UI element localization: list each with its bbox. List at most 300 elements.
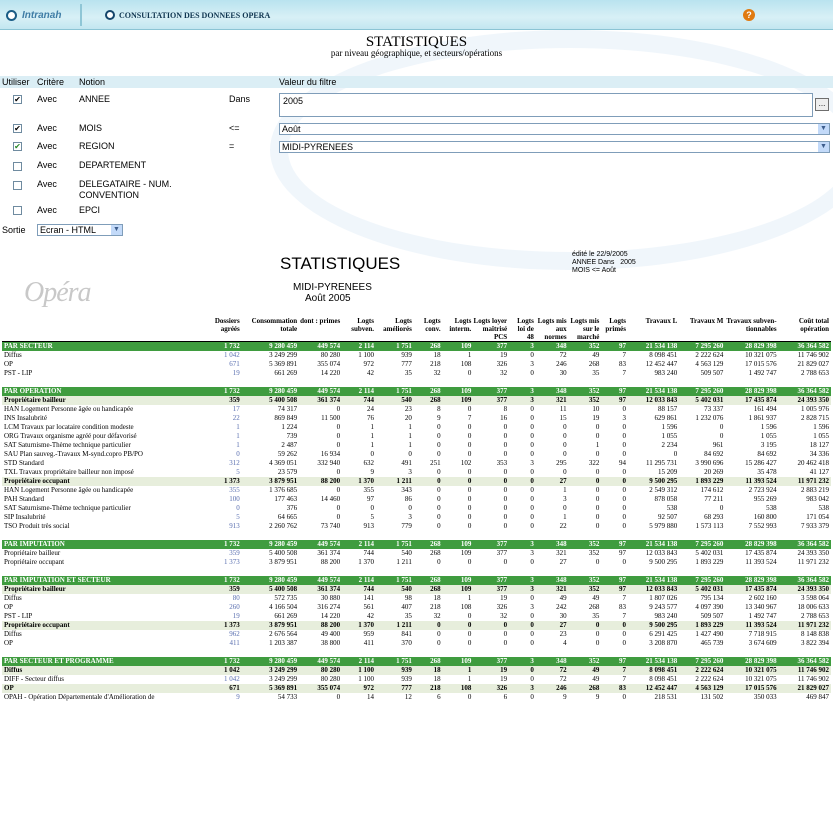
- table-cell: 0: [467, 504, 472, 512]
- table-cell: 160 800: [753, 513, 777, 521]
- table-cell: 2 114: [342, 657, 376, 666]
- table-cell: 1: [563, 513, 567, 521]
- table-cell: 3 208 870: [649, 639, 678, 647]
- table-cell: 0: [595, 432, 600, 440]
- table-cell: 1: [467, 351, 472, 359]
- table-cell: 0: [467, 630, 472, 638]
- table-cell: 632: [363, 459, 374, 467]
- table-cell: 32: [500, 369, 508, 377]
- section-header-row: [2, 387, 831, 396]
- table-cell: 4 369 051: [269, 459, 298, 467]
- sortie-select[interactable]: [37, 224, 123, 236]
- table-cell: 352: [569, 585, 602, 594]
- table-cell: 0: [437, 630, 441, 638]
- table-cell: 32: [433, 612, 441, 620]
- subtotal-row: [2, 585, 831, 594]
- column-header: [2, 317, 207, 342]
- table-cell: 540: [401, 549, 412, 557]
- table-cell: 268: [414, 396, 443, 405]
- table-row: [2, 522, 831, 531]
- table-cell: 348: [536, 540, 569, 549]
- table-cell: 348: [536, 342, 569, 352]
- row-label: SAU Plan sauveg.-Travaux M-synd.copro PB/PO: [4, 450, 143, 458]
- table-cell: 27: [559, 558, 567, 566]
- sortie-value: Ecran - HTML: [40, 225, 97, 235]
- table-cell: 1 055: [661, 432, 678, 440]
- table-cell: 0: [530, 558, 534, 566]
- table-cell: 1 055: [760, 432, 777, 440]
- table-cell: 0: [467, 468, 472, 476]
- table-cell: 361 374: [317, 549, 341, 557]
- table-cell: 0: [595, 486, 600, 494]
- row-label: ORG Travaux organisme agréé pour défavorisé: [4, 432, 137, 440]
- table-cell: 0: [443, 477, 474, 486]
- value-input-annee[interactable]: 2005: [279, 93, 813, 117]
- table-cell: 1 055: [813, 432, 829, 440]
- brand-name: Intranah: [22, 9, 62, 21]
- table-cell: 0: [595, 423, 600, 431]
- table-cell: 1 211: [376, 477, 414, 486]
- table-cell: 0: [719, 432, 724, 440]
- table-cell: 0: [530, 639, 534, 647]
- table-cell: 77 211: [704, 495, 724, 503]
- table-cell: 268: [569, 684, 602, 693]
- column-header: Logts loyer maîtrisé PCS: [473, 317, 508, 341]
- table-cell: 1 370: [358, 558, 374, 566]
- table-cell: 0: [336, 693, 341, 701]
- table-cell: 0: [563, 504, 567, 512]
- table-cell: 0: [622, 558, 627, 566]
- table-cell: 72: [559, 351, 567, 359]
- value-mois: Août: [282, 124, 301, 134]
- column-header: Logts interm.: [443, 317, 474, 342]
- table-cell: 449 574: [299, 657, 342, 666]
- table-cell: 0: [437, 486, 441, 494]
- browse-button[interactable]: ...: [815, 98, 829, 111]
- table-cell: 88 200: [320, 558, 341, 566]
- table-cell: 671: [229, 360, 240, 368]
- table-cell: 24 393 350: [797, 549, 829, 557]
- table-cell: 0: [595, 495, 600, 503]
- table-cell: 0: [467, 693, 472, 701]
- table-cell: 0: [437, 450, 441, 458]
- table-cell: 1 203 387: [269, 639, 298, 647]
- table-cell: 1: [236, 441, 240, 449]
- table-cell: 42: [366, 369, 374, 377]
- table-cell: 21 534 138: [628, 657, 679, 666]
- table-cell: 1 005 976: [801, 405, 829, 413]
- table-cell: 68 293: [704, 513, 724, 521]
- table-cell: 3: [408, 513, 412, 521]
- table-cell: 1 100: [358, 351, 374, 359]
- table-row: [2, 405, 831, 414]
- table-cell: 27: [536, 621, 569, 630]
- table-cell: 2 114: [342, 387, 376, 396]
- table-cell: 2 234: [661, 441, 678, 449]
- table-cell: 0: [622, 432, 627, 440]
- table-cell: 841: [401, 630, 412, 638]
- table-cell: 779: [401, 522, 412, 530]
- table-cell: 3 195: [760, 441, 777, 449]
- table-cell: 8 098 451: [628, 666, 679, 675]
- table-cell: 80: [232, 594, 240, 602]
- table-cell: 34 336: [809, 450, 829, 458]
- table-cell: 0: [622, 441, 627, 449]
- notion-departement: DEPARTEMENT: [79, 160, 147, 170]
- table-cell: 12 033 843: [628, 396, 679, 405]
- table-cell: 0: [473, 621, 509, 630]
- table-row: [2, 594, 831, 603]
- table-cell: 7: [622, 675, 627, 683]
- value-region: MIDI-PYRENEES: [282, 142, 354, 152]
- table-cell: 0: [467, 495, 472, 503]
- table-cell: 3: [509, 576, 536, 585]
- table-cell: 141: [363, 594, 374, 602]
- filter-row-delegataire: [0, 179, 833, 201]
- table-cell: 1: [408, 441, 412, 449]
- table-cell: 80 280: [320, 675, 341, 683]
- table-row: [2, 558, 831, 567]
- table-cell: 49: [559, 594, 567, 602]
- subtotal-row: [2, 684, 831, 693]
- table-cell: 36 364 582: [779, 576, 831, 585]
- table-cell: 16: [500, 414, 508, 422]
- column-header: Consommation totale: [242, 317, 299, 342]
- table-cell: 3 598 064: [801, 594, 829, 602]
- table-cell: 0: [530, 504, 534, 512]
- table-cell: 1 732: [207, 540, 242, 549]
- table-cell: 8 098 451: [649, 675, 678, 683]
- table-cell: 359: [229, 549, 240, 557]
- table-cell: 109: [443, 396, 474, 405]
- table-cell: 24: [366, 405, 374, 413]
- row-label: OPAH - Opération Départementale d'Amélioration de: [4, 693, 155, 701]
- table-cell: 17 435 874: [725, 585, 778, 594]
- col-notion: Notion: [79, 77, 106, 87]
- table-cell: 7: [622, 369, 627, 377]
- table-cell: 0: [503, 558, 508, 566]
- table-cell: 7 933 379: [801, 522, 829, 530]
- table-cell: 1 492 747: [748, 369, 777, 377]
- table-cell: 321: [536, 396, 569, 405]
- table-cell: 352: [588, 549, 600, 557]
- table-cell: 869 849: [274, 414, 298, 422]
- table-cell: 36 364 582: [779, 342, 831, 352]
- table-cell: 355 074: [317, 360, 341, 368]
- table-cell: 18: [433, 594, 441, 602]
- table-cell: 1 232 076: [695, 414, 724, 422]
- table-row: [2, 360, 831, 369]
- table-cell: 913: [363, 522, 374, 530]
- table-cell: 251: [430, 459, 441, 467]
- table-cell: 538: [766, 504, 777, 512]
- table-cell: 109: [460, 549, 472, 557]
- table-cell: 72: [536, 666, 569, 675]
- statistics-table: [2, 317, 831, 702]
- table-cell: 0: [530, 468, 534, 476]
- table-cell: 17 015 576: [745, 360, 777, 368]
- table-cell: 878 058: [654, 495, 678, 503]
- table-cell: 28 829 398: [725, 657, 778, 666]
- table-cell: 561: [363, 603, 374, 611]
- subtotal-row: [2, 396, 831, 405]
- table-cell: 1: [563, 486, 567, 494]
- table-cell: 11 500: [321, 414, 341, 422]
- table-cell: 1: [443, 666, 474, 675]
- table-cell: 5 400 508: [269, 549, 298, 557]
- table-cell: 9 500 295: [628, 477, 679, 486]
- table-cell: 361 374: [299, 396, 342, 405]
- table-cell: 9: [370, 468, 374, 476]
- table-cell: 9: [437, 414, 441, 422]
- table-cell: 100: [229, 495, 240, 503]
- table-cell: 36 364 582: [779, 540, 831, 549]
- table-cell: 3: [408, 468, 412, 476]
- table-cell: 49: [592, 351, 600, 359]
- table-cell: 1 596: [813, 423, 829, 431]
- table-cell: 21 829 027: [779, 684, 831, 693]
- table-cell: 1 100: [342, 666, 376, 675]
- table-cell: 80 280: [320, 351, 341, 359]
- table-cell: 0: [530, 414, 534, 422]
- table-cell: 0: [467, 558, 472, 566]
- use-checkbox-region[interactable]: ✔: [14, 142, 21, 151]
- table-cell: 1 224: [281, 423, 298, 431]
- table-cell: 322: [588, 459, 600, 467]
- table-cell: 629 861: [654, 414, 678, 422]
- table-cell: 3 879 951: [242, 621, 299, 630]
- nav-consultation-link[interactable]: [105, 10, 270, 20]
- table-cell: 260: [229, 603, 240, 611]
- table-cell: 6 291 425: [649, 630, 678, 638]
- row-label: HAN Logement Personne âgée ou handicapée: [4, 486, 134, 494]
- table-cell: 2 676 564: [269, 630, 298, 638]
- table-cell: 0: [530, 522, 534, 530]
- critere-region: Avec: [37, 141, 57, 151]
- table-cell: 321: [536, 585, 569, 594]
- notion-epci: EPCI: [79, 205, 101, 215]
- table-cell: 5 400 508: [242, 396, 299, 405]
- table-cell: 18: [433, 675, 441, 683]
- table-cell: 312: [229, 459, 240, 467]
- table-cell: 268: [414, 387, 443, 396]
- table-cell: 268: [414, 657, 443, 666]
- row-label: PAR SECTEUR: [2, 342, 207, 352]
- table-cell: 131 502: [700, 693, 724, 701]
- table-cell: 1: [370, 423, 374, 431]
- table-cell: 109: [443, 585, 474, 594]
- table-cell: 1: [370, 432, 374, 440]
- row-label: Diffus: [4, 594, 22, 602]
- table-cell: 73 740: [320, 522, 341, 530]
- table-cell: 0: [719, 504, 724, 512]
- table-row: [2, 423, 831, 432]
- table-cell: 109: [443, 342, 474, 352]
- row-label: PAH Standard: [4, 495, 44, 503]
- use-checkbox-annee[interactable]: ✔: [14, 95, 21, 104]
- table-cell: 3: [509, 396, 536, 405]
- table-cell: 326: [496, 360, 508, 368]
- table-cell: 1: [370, 441, 374, 449]
- table-cell: 109: [443, 657, 474, 666]
- table-cell: 744: [363, 549, 374, 557]
- table-cell: 97: [601, 387, 628, 396]
- table-cell: 30: [559, 369, 567, 377]
- table-cell: 4 563 129: [679, 684, 725, 693]
- value-select-mois[interactable]: [279, 123, 830, 135]
- use-checkbox-departement[interactable]: [13, 162, 22, 171]
- table-cell: 11: [559, 405, 567, 413]
- use-checkbox-epci[interactable]: [13, 206, 22, 215]
- table-cell: 1 373: [207, 621, 242, 630]
- table-cell: 8: [503, 405, 508, 413]
- table-cell: 0: [473, 477, 509, 486]
- table-cell: 370: [401, 639, 412, 647]
- table-cell: 0: [336, 513, 341, 521]
- table-cell: 97: [601, 396, 628, 405]
- table-cell: 3: [530, 549, 534, 557]
- table-cell: 177 463: [274, 495, 298, 503]
- brand-logo[interactable]: [6, 8, 61, 22]
- table-cell: 5 369 891: [269, 360, 298, 368]
- row-label: PAR IMPUTATION: [2, 540, 207, 549]
- table-cell: 0: [595, 630, 600, 638]
- table-cell: 939: [401, 675, 412, 683]
- table-cell: 22: [559, 522, 567, 530]
- table-cell: 21 829 027: [797, 360, 829, 368]
- table-cell: 295: [556, 459, 567, 467]
- table-cell: 316 274: [317, 603, 341, 611]
- table-cell: 218: [430, 360, 441, 368]
- table-cell: 15: [559, 414, 567, 422]
- table-cell: 1 042: [224, 675, 240, 683]
- table-cell: 0: [467, 639, 472, 647]
- table-cell: 12 452 447: [645, 360, 678, 368]
- table-cell: 348: [536, 576, 569, 585]
- table-cell: 28 829 398: [725, 576, 778, 585]
- table-cell: 97: [366, 495, 374, 503]
- row-label: Propriétaire occupant: [2, 477, 207, 486]
- table-cell: 449 574: [299, 540, 342, 549]
- table-row: [2, 432, 831, 441]
- table-cell: 3: [509, 387, 536, 396]
- filter-row-epci: [0, 205, 833, 218]
- table-cell: 509 507: [700, 612, 724, 620]
- table-cell: 97: [601, 576, 628, 585]
- table-cell: 5 402 031: [679, 585, 725, 594]
- row-label: TSO Produit très social: [4, 522, 70, 530]
- table-cell: 332 940: [317, 459, 341, 467]
- table-cell: 2 114: [342, 540, 376, 549]
- table-cell: 0: [595, 513, 600, 521]
- column-header: Logts améliorés: [376, 317, 414, 342]
- table-cell: 27: [536, 477, 569, 486]
- table-cell: 939: [376, 666, 414, 675]
- row-label: PST - LIP: [4, 369, 33, 377]
- table-cell: 9 280 459: [242, 342, 299, 352]
- table-cell: 0: [503, 450, 508, 458]
- table-cell: 1 732: [207, 387, 242, 396]
- table-cell: 3: [509, 684, 536, 693]
- table-cell: 0: [503, 432, 508, 440]
- table-cell: 16 934: [320, 450, 341, 458]
- table-cell: 353: [496, 459, 508, 467]
- edition-info: édité le 22/9/2005 ANNEE Dans 2005 MOIS <= Août: [572, 251, 636, 274]
- table-cell: 8 098 451: [649, 351, 678, 359]
- table-cell: 19: [473, 666, 509, 675]
- help-icon[interactable]: ?: [743, 9, 755, 21]
- use-checkbox-delegataire[interactable]: [13, 181, 22, 190]
- report-period: Août 2005: [305, 293, 351, 304]
- table-cell: 7 718 915: [748, 630, 777, 638]
- table-row: [2, 693, 831, 702]
- table-row: [2, 513, 831, 522]
- value-select-region[interactable]: [279, 141, 830, 153]
- table-cell: 32: [500, 612, 508, 620]
- section-header-row: [2, 657, 831, 666]
- page-title: STATISTIQUES: [365, 34, 468, 50]
- table-cell: 376: [286, 504, 298, 512]
- table-cell: 0: [503, 441, 508, 449]
- row-label: SAT Saturnisme-Thème technique particulier: [4, 441, 131, 449]
- table-cell: 0: [530, 513, 534, 521]
- table-cell: 0: [595, 504, 600, 512]
- table-cell: 3 990 696: [695, 459, 724, 467]
- table-cell: 0: [467, 405, 472, 413]
- filter-row-departement: [0, 160, 833, 173]
- table-cell: 0: [467, 450, 472, 458]
- table-cell: 88 200: [299, 477, 342, 486]
- chevron-down-icon: ▼: [111, 225, 122, 235]
- table-cell: 0: [336, 441, 341, 449]
- row-label: LCM Travaux par locataire condition modeste: [4, 423, 134, 431]
- table-cell: 17: [232, 405, 240, 413]
- table-cell: 35 478: [757, 468, 777, 476]
- column-header: Travaux L: [628, 317, 679, 342]
- table-cell: 0: [622, 513, 627, 521]
- table-cell: 355: [229, 486, 240, 494]
- table-cell: 352: [569, 576, 602, 585]
- table-cell: 13 340 967: [745, 603, 777, 611]
- table-cell: 18: [433, 351, 441, 359]
- table-cell: 14 220: [320, 369, 341, 377]
- table-cell: 102: [460, 459, 472, 467]
- table-cell: 469 847: [806, 693, 829, 701]
- row-label: OP: [4, 603, 13, 611]
- table-cell: 955 269: [753, 495, 777, 503]
- table-cell: 411: [229, 639, 240, 647]
- table-cell: 449 574: [299, 342, 342, 352]
- table-cell: 1: [467, 675, 472, 683]
- table-cell: 97: [601, 585, 628, 594]
- use-checkbox-mois[interactable]: ✔: [14, 124, 21, 133]
- table-cell: 15 286 427: [745, 459, 777, 467]
- table-cell: 246: [536, 684, 569, 693]
- row-label: SIP Insalubrité: [4, 513, 46, 521]
- table-cell: 11 393 524: [725, 477, 778, 486]
- table-cell: 268: [414, 342, 443, 352]
- row-label: Propriétaire bailleur: [2, 396, 207, 405]
- table-cell: 41 127: [809, 468, 829, 476]
- table-cell: 355: [363, 486, 374, 494]
- table-cell: 97: [601, 342, 628, 352]
- table-cell: 1 732: [207, 342, 242, 352]
- critere-epci: Avec: [37, 205, 57, 215]
- table-cell: 11 746 902: [797, 351, 829, 359]
- row-label: Propriétaire occupant: [2, 621, 207, 630]
- table-cell: 538: [818, 504, 829, 512]
- table-cell: 348: [536, 657, 569, 666]
